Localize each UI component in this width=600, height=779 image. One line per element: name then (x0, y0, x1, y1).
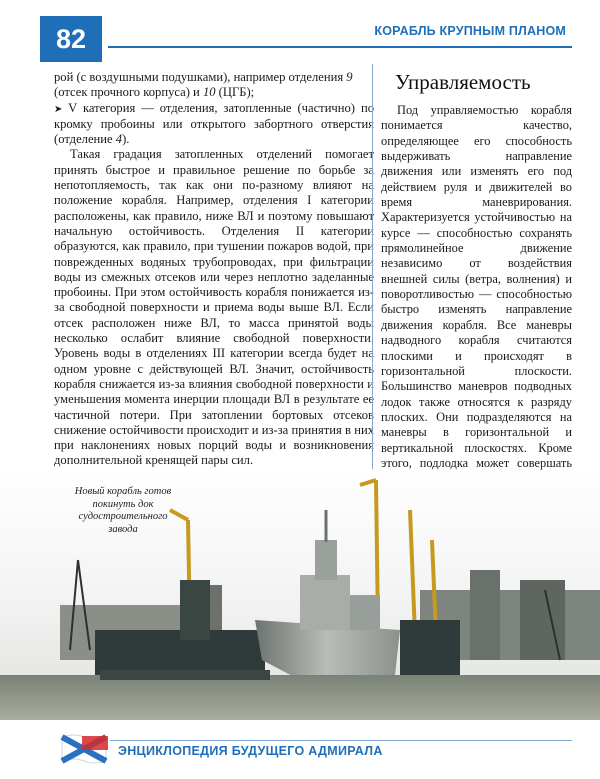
naval-ensign-flag-icon (60, 733, 108, 765)
left-column (54, 70, 374, 469)
photo-caption: Новый корабль готов покинуть док судостроительного завода (74, 486, 172, 535)
section-title: КОРАБЛЬ КРУПНЫМ ПЛАНОМ (374, 24, 566, 38)
footer-rule (110, 740, 572, 741)
page-number: 82 (40, 16, 102, 62)
arrow-bullet-icon: ➤ (54, 103, 63, 115)
sidebar-box (372, 64, 572, 469)
body-paragraph: Такая градация затопленных отделений помогает принять быстрое и правильное решение по борьбе за непотопляемость, так как они по-разному влияют на положение корабля. Например, отделения I категории расположены, как правило, ниже ВЛ и поэтому повышают начальную остойчивость. Отделения II категории образуются, как правило, при тушении пожаров водой, при поврежденных водяных трубопроводах, при фильтрации воды из смежных отсеков или через неплотно заделанные пробоины. При этом остойчивость корабля понижается из-за свободной поверхности и приема воды выше ВЛ. Если отсек расположен ниже ВЛ, то масса принятой воды несколько ослабит влияние свободной поверхности. Уровень воды в отделениях III категории всегда будет на одном уровне с действующей ВЛ. Значит, остойчивость корабля снижается из-за влияния свободной поверхности и уменьшения момента инерции площади ВЛ в результате ее частичной потери. При затоплении бортовых отсеков снижение остойчивости происходит и из-за принятия в них при наклонениях новых порций воды и возникновения дополнительной кренящей пары сил. (54, 147, 374, 468)
list-continuation: рой (с воздушными подушками), например отделения 9 (отсек прочного корпуса) и 10 (ЦГБ); (54, 70, 353, 100)
header-rule (108, 46, 572, 48)
sidebar-body: Под управляемостью корабля понимается качество, определяющее его способность выдерживать направление движения или изменять его под действием руля и движителей во время маневрирования. Характеризуется устойчивостью на курсе — способностью сохранять прямолинейное движение независимо от воздействия внешней силы (ветра, волнения) и поворотливостью — способностью быстро изменять направление движения корабля. Все маневры надводного корабля считаются плоскими и происходят в горизонтальной плоскости. Большинство маневров подводных лодок также относятся к разряду плоских. Они подразделяются на маневры в горизонтальной и вертикальной плоскостях. Кроме этого, подлодка может совершать (381, 103, 572, 470)
sidebar-heading: Управляемость (395, 70, 531, 94)
list-item-v: ➤ V категория — отделения, затопленные (частично) по кромку пробоины или открытого забортного отверстия (отделение 4). (54, 100, 374, 147)
footer-series-title: ЭНЦИКЛОПЕДИЯ БУДУЩЕГО АДМИРАЛА (118, 744, 383, 758)
